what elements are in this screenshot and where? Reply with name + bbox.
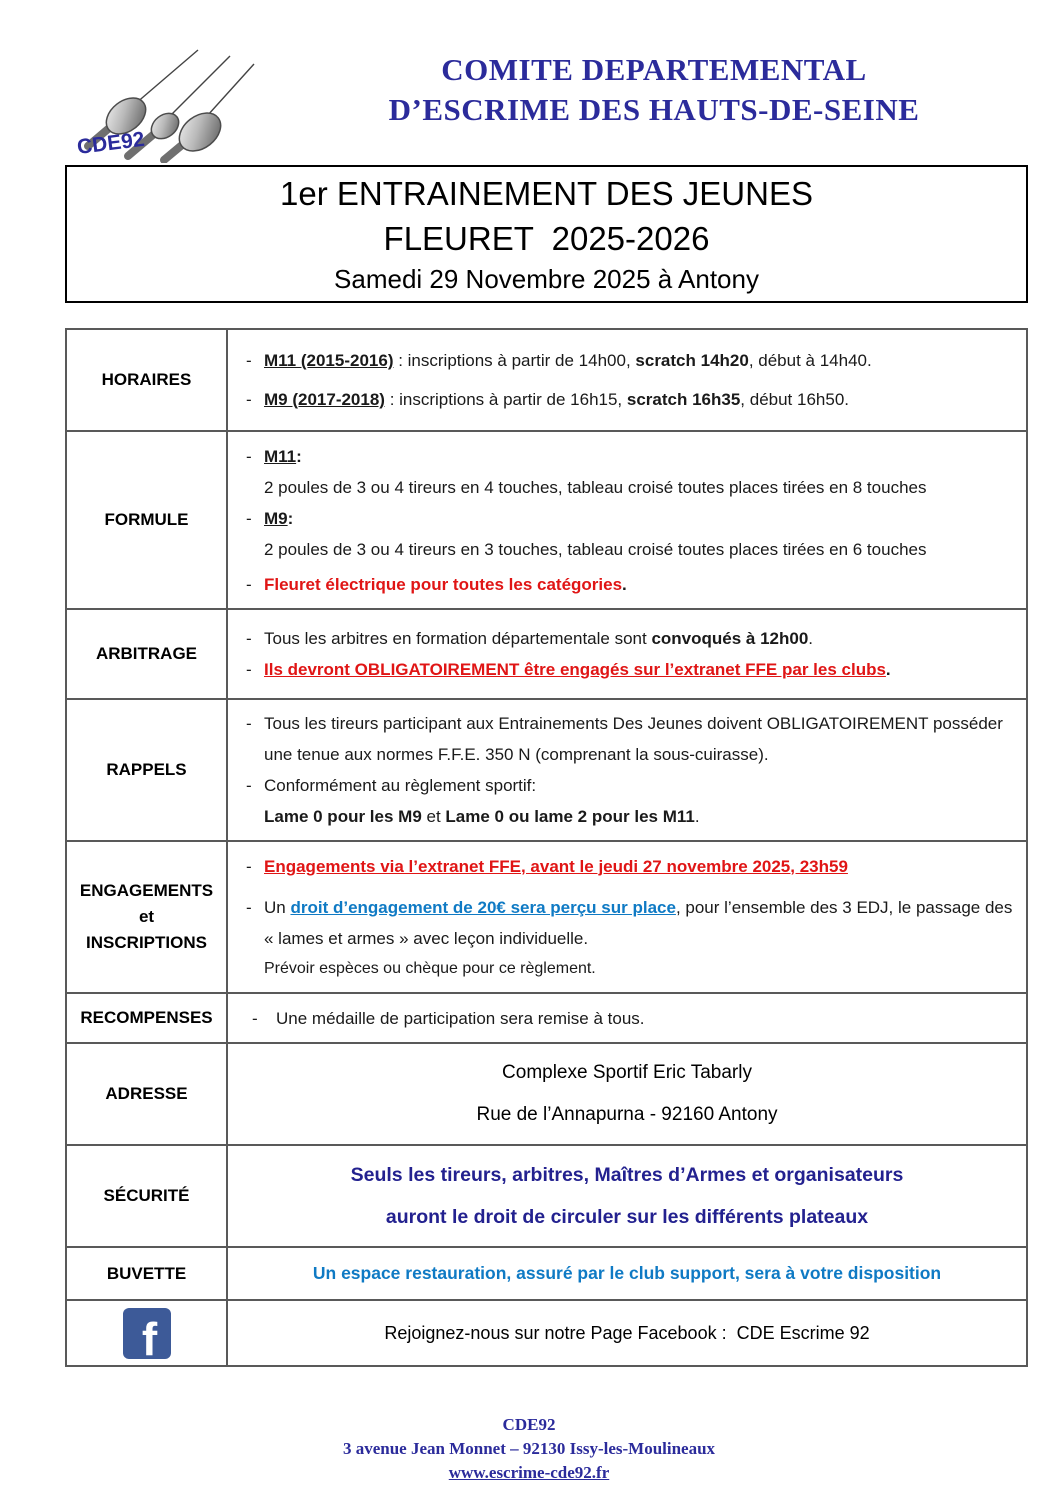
spacer (246, 882, 1016, 892)
m11-years: M11 (2015-2016) (264, 351, 394, 371)
colon: : (296, 446, 302, 466)
bullet-dash: - (246, 446, 252, 466)
facebook-f-glyph: f (141, 1312, 158, 1359)
bullet-dash: - (246, 660, 252, 679)
bullet-dash: - (246, 351, 252, 371)
fencing-foils-icon (70, 28, 255, 163)
venue-name: Complexe Sportif Eric Tabarly (502, 1062, 752, 1083)
table-row-engagements (67, 842, 1026, 994)
row-label-recompenses: RECOMPENSES (67, 994, 228, 1042)
horaires-content (228, 330, 1026, 430)
formule-content (228, 432, 1026, 608)
horaires-bullet-2 (246, 384, 1016, 415)
bullet-dash: - (246, 508, 252, 528)
engagement-fee-link[interactable]: droit d’engagement de 20€ sera perçu sur place (290, 897, 676, 917)
horaires-1-mid: : inscriptions à partir de 14h00, (393, 351, 636, 371)
formule-bullet-electric (246, 569, 1016, 600)
horaires-line-1 (264, 345, 872, 376)
medal-notice: Une médaille de participation sera remise à tous. (276, 1008, 645, 1028)
bullet-dash: - (246, 629, 252, 648)
row-label-formule: FORMULE (67, 432, 228, 608)
rappels-line-1: Tous les tireurs participant aux Entrainements Des Jeunes doivent OBLIGATOIREMENT posséder une tenue aux normes F.F.E. 350 N (comprenant la sous-cuirasse). (264, 714, 1003, 764)
period: . (808, 629, 814, 648)
bullet-dash: - (246, 714, 252, 733)
formule-m9-body: 2 poules de 3 ou 4 tireurs en 3 touches, tableau croisé toutes places tirées en 6 touches (264, 539, 927, 559)
facebook-content (228, 1301, 1026, 1365)
refreshment-notice: Un espace restauration, assuré par le club support, sera à votre disposition (312, 1263, 942, 1283)
period: . (694, 807, 700, 826)
table-row-formule (67, 432, 1026, 610)
period: . (885, 660, 891, 679)
recompenses-bullet-1 (246, 1003, 1016, 1034)
rappels-line-2: Conformément au règlement sportif: (264, 776, 537, 795)
ffe-deadline-notice: Engagements via l’extranet FFE, avant le jeudi 27 novembre 2025, 23h59 (264, 856, 848, 876)
recompenses-content (228, 994, 1026, 1042)
event-date-location: Samedi 29 Novembre 2025 à Antony (334, 264, 759, 294)
security-rule-line2: auront le droit de circuler sur les différents plateaux (385, 1206, 869, 1228)
row-label-securite: SÉCURITÉ (67, 1146, 228, 1246)
arbitrage-content (228, 610, 1026, 698)
event-title-line1: 1er ENTRAINEMENT DES JEUNES (280, 175, 813, 212)
bullet-dash: - (246, 574, 252, 594)
page-footer (0, 1413, 1058, 1485)
event-title-line2: FLEURET 2025-2026 (383, 220, 710, 257)
rappels-bullet-2 (246, 770, 1016, 801)
cde92-logo (0, 28, 250, 168)
horaires-line-2 (264, 384, 849, 415)
table-row-horaires (67, 330, 1026, 432)
bullet-dash: - (246, 776, 252, 795)
formule-m11-body: 2 poules de 3 ou 4 tireurs en 4 touches, tableau croisé toutes places tirées en 8 touches (264, 477, 927, 497)
buvette-content (228, 1248, 1026, 1299)
security-rule-line1: Seuls les tireurs, arbitres, Maîtres d’Armes et organisateurs (350, 1164, 904, 1186)
engagements-label-3: INSCRIPTIONS (86, 933, 207, 952)
engagements-content (228, 842, 1026, 992)
formule-bullet-m9 (246, 503, 1016, 534)
bullet-dash: - (246, 389, 252, 409)
row-label-engagements (67, 842, 228, 992)
electric-foil-notice: Fleuret électrique pour toutes les catégories (264, 574, 623, 594)
m11-label: M11 (264, 446, 297, 466)
arbitrage-line-2 (264, 654, 891, 685)
referee-convocation-time: convoqués à 12h00 (651, 629, 809, 648)
colon: : (287, 508, 294, 528)
table-row-facebook (67, 1301, 1026, 1365)
engagements-fee-line (264, 892, 1016, 954)
m9-label: M9 (264, 508, 288, 528)
org-title-line1: COMITE DEPARTEMENTAL (441, 52, 867, 87)
arbitrage-bullet-2 (246, 654, 1016, 685)
formule-electric-line (264, 569, 627, 600)
referee-ffe-requirement: Ils devront OBLIGATOIREMENT être engagés sur l’extranet FFE par les clubs (264, 660, 886, 679)
org-title-line2: D’ESCRIME DES HAUTS-DE-SEINE (388, 92, 920, 127)
table-row-securite (67, 1146, 1026, 1248)
fee-tail: , pour l’ensemble des 3 EDJ, le passage des « lames et armes » avec leçon individuelle. (264, 897, 1013, 948)
engagements-label-2: et (138, 907, 155, 926)
organization-title (250, 28, 1058, 130)
engagements-bullet-1 (246, 851, 1016, 882)
row-label-adresse: ADRESSE (67, 1044, 228, 1144)
payment-note: Prévoir espèces ou chèque pour ce règlement. (264, 959, 596, 977)
engagements-label-1: ENGAGEMENTS (79, 881, 214, 900)
table-row-rappels (67, 700, 1026, 842)
row-label-rappels: RAPPELS (67, 700, 228, 840)
row-label-horaires: HORAIRES (67, 330, 228, 430)
engagements-bullet-2 (246, 892, 1016, 954)
horaires-bullet-1 (246, 345, 1016, 376)
horaires-2-tail: , début 16h50. (740, 389, 850, 409)
blade-rule-m9: Lame 0 pour les M9 (264, 807, 422, 826)
table-row-recompenses (67, 994, 1026, 1044)
event-title-box (65, 165, 1028, 303)
footer-website-link[interactable]: www.escrime-cde92.fr (448, 1463, 610, 1482)
table-row-buvette (67, 1248, 1026, 1301)
row-label-arbitrage: ARBITRAGE (67, 610, 228, 698)
facebook-icon[interactable] (123, 1308, 171, 1359)
securite-content (228, 1146, 1026, 1246)
logo-text: CDE92 (75, 127, 146, 159)
footer-address: 3 avenue Jean Monnet – 92130 Issy-les-Moulineaux (342, 1439, 716, 1458)
arbitrage-1-lead: Tous les arbitres en formation départementale sont (264, 629, 652, 648)
formule-bullet-m11 (246, 441, 1016, 472)
page-header (0, 0, 1058, 165)
adresse-content (228, 1044, 1026, 1144)
horaires-1-tail: , début à 14h40. (748, 351, 872, 371)
footer-org-name: CDE92 (502, 1415, 556, 1434)
blade-rule-m11: Lame 0 ou lame 2 pour les M11 (445, 807, 695, 826)
bullet-dash: - (246, 856, 252, 876)
venue-address: Rue de l’Annapurna - 92160 Antony (476, 1104, 778, 1125)
facebook-page-text: Rejoignez-nous sur notre Page Facebook : CDE Escrime 92 (384, 1322, 870, 1343)
row-label-buvette: BUVETTE (67, 1248, 228, 1299)
fee-lead: Un (264, 897, 291, 917)
formule-m9-title (264, 503, 293, 534)
table-row-arbitrage (67, 610, 1026, 700)
info-table (65, 328, 1028, 1367)
arbitrage-bullet-1 (246, 623, 1016, 654)
rappels-blade-rule (246, 801, 1016, 832)
facebook-icon-cell (67, 1301, 228, 1365)
formule-m11-title (264, 441, 302, 472)
bullet-dash: - (246, 897, 252, 917)
blade-rule-mid: et (421, 807, 446, 826)
arbitrage-line-1 (264, 623, 813, 654)
m9-years: M9 (2017-2018) (264, 389, 385, 409)
rappels-bullet-1 (246, 708, 1016, 770)
rappels-content (228, 700, 1026, 840)
table-row-adresse (67, 1044, 1026, 1146)
bullet-dash: - (252, 1008, 258, 1028)
scratch-time-m11: scratch 14h20 (635, 351, 749, 371)
scratch-time-m9: scratch 16h35 (626, 389, 741, 409)
period: . (622, 574, 627, 594)
horaires-2-mid: : inscriptions à partir de 16h15, (384, 389, 627, 409)
